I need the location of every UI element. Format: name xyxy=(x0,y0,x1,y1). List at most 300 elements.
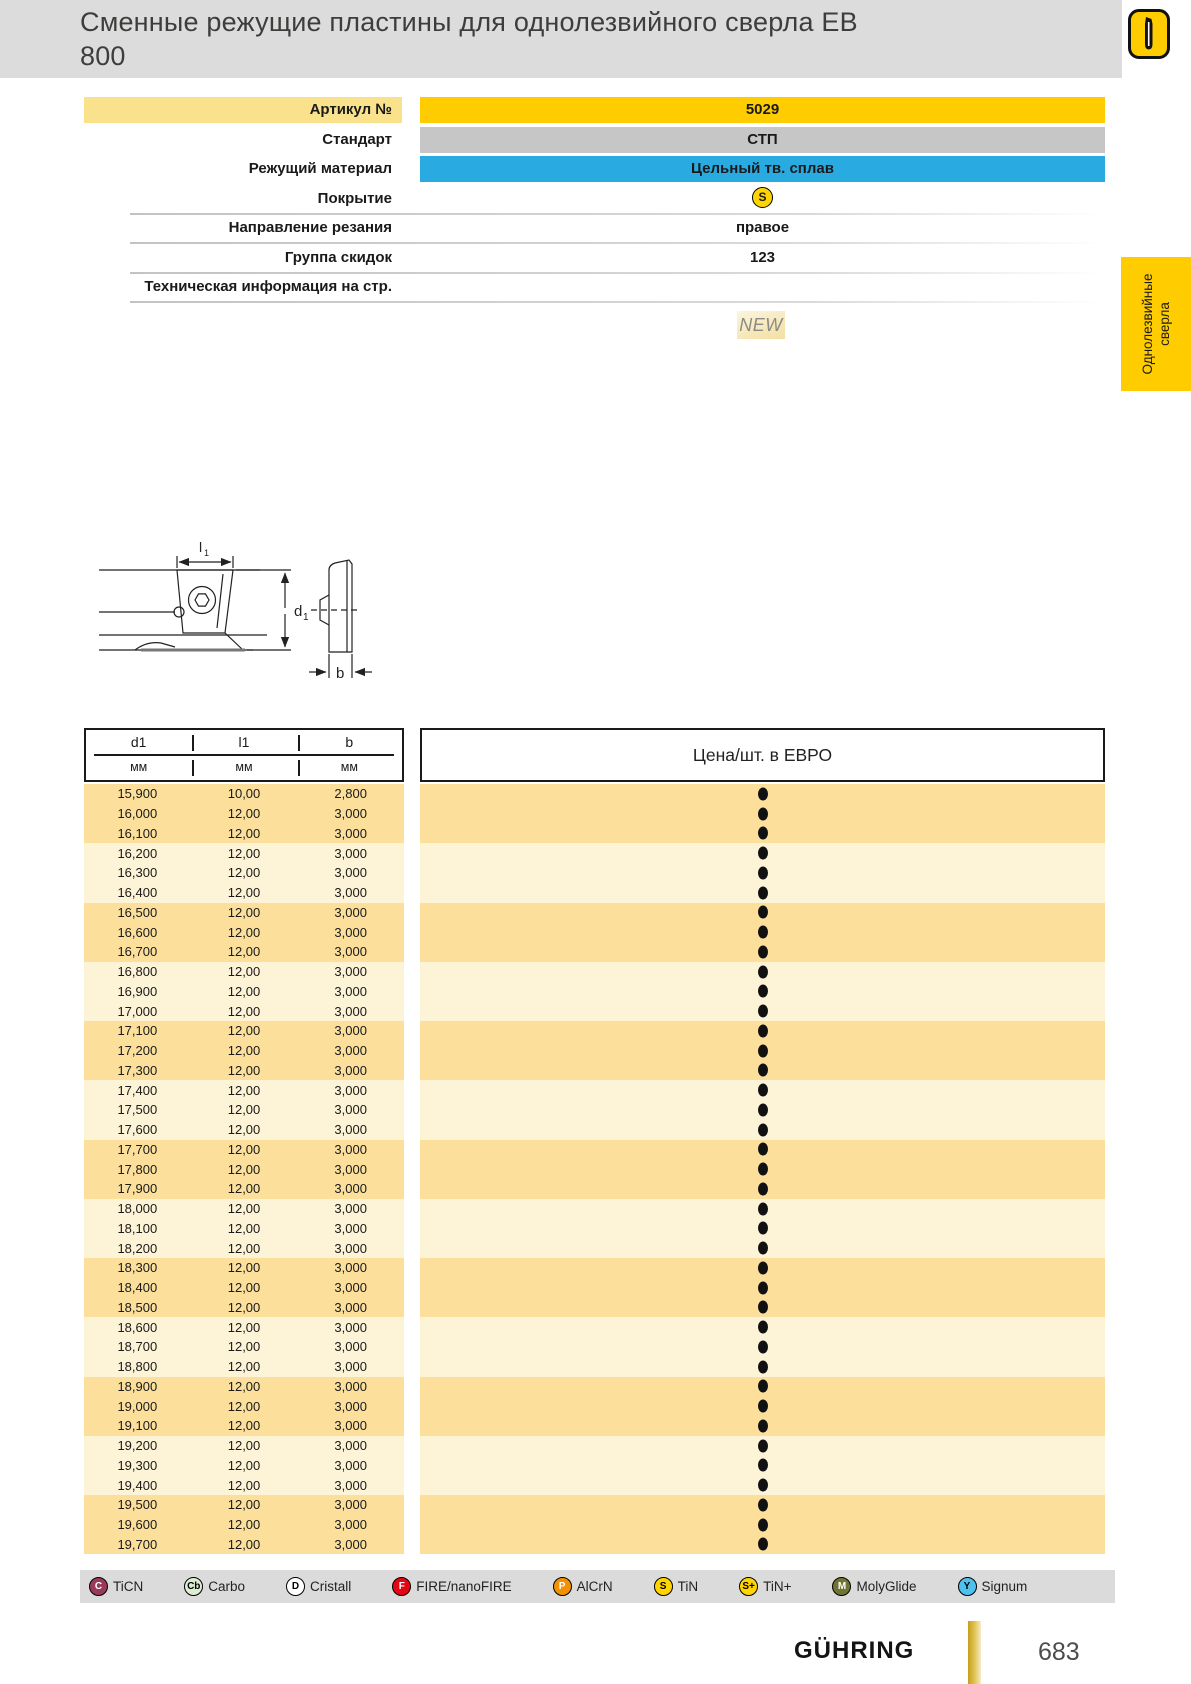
dimension-value: 16,400 xyxy=(117,885,158,901)
dimension-value: 3,000 xyxy=(334,1062,367,1078)
header-divider xyxy=(94,754,394,756)
dimension-value: 3,000 xyxy=(334,1477,367,1493)
table-row xyxy=(84,1061,1105,1081)
legend-label: FIRE/nanoFIRE xyxy=(416,1579,512,1594)
dimension-value: 3,000 xyxy=(334,1359,367,1375)
dimension-value: 3,000 xyxy=(334,1299,367,1315)
sidebar-tab-label: Однолезвийные сверла xyxy=(1140,273,1172,375)
info-value: 123 xyxy=(749,248,776,266)
table-row xyxy=(84,1535,1105,1555)
info-label: Техническая информация на стр. xyxy=(144,278,392,295)
dimension-value: 3,000 xyxy=(334,1438,367,1454)
table-row xyxy=(84,1475,1105,1495)
drill-category-icon xyxy=(1128,9,1170,59)
legend-item xyxy=(286,1577,351,1596)
table-row xyxy=(84,1021,1105,1041)
price-cell xyxy=(420,1021,1105,1041)
dimension-value: 18,900 xyxy=(117,1378,158,1394)
dimension-value: 3,000 xyxy=(334,845,367,861)
dimension-value: 12,00 xyxy=(227,1023,261,1039)
dimension-value: 12,00 xyxy=(227,1319,261,1335)
dimension-value: 12,00 xyxy=(227,1398,261,1414)
legend-item xyxy=(832,1577,916,1596)
dimension-value: 3,000 xyxy=(334,1398,367,1414)
dimension-value: 3,000 xyxy=(334,1457,367,1473)
price-dot xyxy=(758,1301,768,1314)
price-cell xyxy=(420,784,1105,804)
coating-s-icon: S xyxy=(752,187,773,208)
price-dot xyxy=(758,1044,768,1057)
price-dot xyxy=(758,1459,768,1472)
price-dot xyxy=(758,1103,768,1116)
dimension-value: 18,700 xyxy=(117,1339,158,1355)
dimension-value: 12,00 xyxy=(227,1062,261,1078)
price-dot xyxy=(758,1123,768,1136)
column-header-b: b xyxy=(345,734,354,750)
price-dot xyxy=(758,847,768,860)
price-dot xyxy=(758,1439,768,1452)
dimension-value: 12,00 xyxy=(227,1299,261,1315)
table-row xyxy=(84,1041,1105,1061)
price-cell xyxy=(420,1357,1105,1377)
technical-drawing xyxy=(95,540,385,697)
dimension-value: 12,00 xyxy=(227,1339,261,1355)
dimension-columns-header xyxy=(84,728,404,782)
table-row xyxy=(84,1258,1105,1278)
dimension-value: 15,900 xyxy=(117,786,158,802)
price-cell xyxy=(420,1475,1105,1495)
info-label: Режущий материал xyxy=(248,160,392,177)
dimension-value: 18,200 xyxy=(117,1240,158,1256)
dimension-value: 18,500 xyxy=(117,1299,158,1315)
price-cell xyxy=(420,922,1105,942)
dimension-value: 17,100 xyxy=(117,1023,158,1039)
price-cell xyxy=(420,1061,1105,1081)
info-row xyxy=(84,97,1105,123)
table-row xyxy=(84,1337,1105,1357)
info-row xyxy=(84,274,1105,300)
dimension-value: 16,600 xyxy=(117,924,158,940)
price-dot xyxy=(758,1380,768,1393)
dimension-value: 12,00 xyxy=(227,1141,261,1157)
price-cell xyxy=(420,883,1105,903)
dimension-value: 12,00 xyxy=(227,1359,261,1375)
price-cell xyxy=(420,962,1105,982)
legend-item xyxy=(553,1577,613,1596)
dimension-value: 12,00 xyxy=(227,1043,261,1059)
price-cell xyxy=(420,1120,1105,1140)
info-row xyxy=(84,156,1105,182)
price-cell xyxy=(420,1140,1105,1160)
price-dot xyxy=(758,1005,768,1018)
legend-label: Cristall xyxy=(310,1579,352,1594)
info-value xyxy=(420,186,1105,212)
new-badge: NEW xyxy=(737,311,785,339)
dimension-value: 16,200 xyxy=(117,845,158,861)
table-row xyxy=(84,1199,1105,1219)
table-row xyxy=(84,1159,1105,1179)
table-row xyxy=(84,1456,1105,1476)
price-dot xyxy=(758,1479,768,1492)
dimension-value: 3,000 xyxy=(334,904,367,920)
dimension-value: 19,000 xyxy=(117,1398,158,1414)
coating-s-icon: S xyxy=(654,1577,673,1596)
dimension-value: 12,00 xyxy=(227,1418,261,1434)
legend-label: Signum xyxy=(981,1579,1028,1594)
table-row xyxy=(84,1120,1105,1140)
coating-p-icon: P xyxy=(553,1577,572,1596)
table-row xyxy=(84,1298,1105,1318)
table-row xyxy=(84,784,1105,804)
table-row xyxy=(84,1179,1105,1199)
dimension-value: 3,000 xyxy=(334,1378,367,1394)
page-number: 683 xyxy=(1038,1638,1080,1666)
dimension-value: 3,000 xyxy=(334,1161,367,1177)
info-row xyxy=(84,245,1105,271)
dimension-value: 18,800 xyxy=(117,1359,158,1375)
table-row xyxy=(84,1495,1105,1515)
dimension-value: 12,00 xyxy=(227,944,261,960)
table-row xyxy=(84,1357,1105,1377)
table-row xyxy=(84,1515,1105,1535)
price-dot xyxy=(758,1518,768,1531)
dimension-value: 3,000 xyxy=(334,1497,367,1513)
table-row xyxy=(84,1100,1105,1120)
dimension-value: 12,00 xyxy=(227,1536,261,1552)
price-cell xyxy=(420,1456,1105,1476)
price-column-header: Цена/шт. в ЕВРО xyxy=(420,728,1105,782)
dimension-value: 12,00 xyxy=(227,1517,261,1533)
column-header-d1: d1 xyxy=(130,734,147,750)
price-dot xyxy=(758,827,768,840)
price-dot xyxy=(758,1182,768,1195)
legend-label: Carbo xyxy=(208,1579,246,1594)
legend-label: MolyGlide xyxy=(856,1579,917,1594)
price-cell xyxy=(420,1159,1105,1179)
price-dot xyxy=(758,1222,768,1235)
dimension-value: 16,100 xyxy=(117,825,158,841)
product-info-table xyxy=(84,97,1105,304)
price-dot xyxy=(758,945,768,958)
dimension-value: 16,900 xyxy=(117,983,158,999)
price-dot xyxy=(758,965,768,978)
price-cell xyxy=(420,1396,1105,1416)
spec-table-body xyxy=(84,784,1105,1554)
price-cell xyxy=(420,982,1105,1002)
info-row xyxy=(84,186,1105,212)
dimension-value: 12,00 xyxy=(227,1260,261,1276)
dimension-value: 3,000 xyxy=(334,1082,367,1098)
dimension-value: 12,00 xyxy=(227,964,261,980)
price-cell xyxy=(420,1337,1105,1357)
table-row xyxy=(84,1317,1105,1337)
dimension-value: 16,300 xyxy=(117,865,158,881)
price-cell xyxy=(420,1377,1105,1397)
coating-f-icon: F xyxy=(392,1577,411,1596)
svg-text:1: 1 xyxy=(303,612,309,623)
dim-label-d1: d xyxy=(294,603,303,620)
page-title-line2: 800 xyxy=(80,41,126,71)
dimension-value: 12,00 xyxy=(227,1161,261,1177)
dimension-value: 3,000 xyxy=(334,1220,367,1236)
info-label: Стандарт xyxy=(322,130,392,148)
dimension-value: 3,000 xyxy=(334,1339,367,1355)
dimension-value: 17,300 xyxy=(117,1062,158,1078)
dimension-value: 12,00 xyxy=(227,983,261,999)
dimension-value: 12,00 xyxy=(227,865,261,881)
dimension-value: 17,700 xyxy=(117,1141,158,1157)
price-dot xyxy=(758,807,768,820)
info-row xyxy=(84,127,1105,153)
dimension-value: 17,200 xyxy=(117,1043,158,1059)
price-dot xyxy=(758,1163,768,1176)
price-cell xyxy=(420,1515,1105,1535)
price-dot xyxy=(758,787,768,800)
dimension-value: 19,700 xyxy=(117,1536,158,1552)
svg-text:1: 1 xyxy=(204,548,210,558)
dimension-value: 18,400 xyxy=(117,1280,158,1296)
dimension-value: 3,000 xyxy=(334,1319,367,1335)
table-row xyxy=(84,1001,1105,1021)
dimension-value: 18,300 xyxy=(117,1260,158,1276)
price-cell xyxy=(420,1100,1105,1120)
coating-cb-icon: Cb xyxy=(184,1577,203,1596)
price-cell xyxy=(420,1317,1105,1337)
dimension-value: 3,000 xyxy=(334,885,367,901)
price-dot xyxy=(758,1360,768,1373)
dimension-value: 3,000 xyxy=(334,944,367,960)
dimension-value: 17,900 xyxy=(117,1181,158,1197)
dimension-value: 12,00 xyxy=(227,1477,261,1493)
price-dot xyxy=(758,1261,768,1274)
dimension-value: 16,500 xyxy=(117,904,158,920)
dimension-value: 12,00 xyxy=(227,825,261,841)
coating-legend xyxy=(80,1570,1115,1603)
dimension-value: 3,000 xyxy=(334,865,367,881)
dimension-value: 3,000 xyxy=(334,1003,367,1019)
dimension-value: 12,00 xyxy=(227,1082,261,1098)
price-cell xyxy=(420,1001,1105,1021)
price-cell xyxy=(420,824,1105,844)
price-dot xyxy=(758,1538,768,1551)
dimension-value: 2,800 xyxy=(334,786,367,802)
dimension-value: 3,000 xyxy=(334,1122,367,1138)
price-dot xyxy=(758,1242,768,1255)
dimension-value: 12,00 xyxy=(227,885,261,901)
coating-m-icon: M xyxy=(832,1577,851,1596)
price-dot xyxy=(758,1340,768,1353)
table-row xyxy=(84,1238,1105,1258)
price-cell xyxy=(420,1495,1105,1515)
dimension-value: 12,00 xyxy=(227,1201,261,1217)
dimension-value: 3,000 xyxy=(334,1023,367,1039)
price-dot xyxy=(758,1024,768,1037)
dimension-value: 3,000 xyxy=(334,964,367,980)
dimension-value: 17,400 xyxy=(117,1082,158,1098)
price-cell xyxy=(420,903,1105,923)
dimension-value: 3,000 xyxy=(334,1043,367,1059)
price-cell xyxy=(420,1199,1105,1219)
column-unit-b: мм xyxy=(340,760,358,774)
legend-label: AlCrN xyxy=(576,1579,613,1594)
dimension-value: 19,300 xyxy=(117,1457,158,1473)
dim-label-l1: l xyxy=(199,540,203,555)
dimension-value: 12,00 xyxy=(227,1378,261,1394)
table-row xyxy=(84,863,1105,883)
dimension-value: 3,000 xyxy=(334,1517,367,1533)
price-cell xyxy=(420,863,1105,883)
table-row xyxy=(84,1377,1105,1397)
price-cell xyxy=(420,1298,1105,1318)
dimension-value: 19,600 xyxy=(117,1517,158,1533)
price-dot xyxy=(758,1498,768,1511)
dimension-value: 12,00 xyxy=(227,1003,261,1019)
legend-item xyxy=(184,1577,245,1596)
table-row xyxy=(84,962,1105,982)
table-row xyxy=(84,843,1105,863)
price-dot xyxy=(758,1281,768,1294)
price-cell xyxy=(420,1436,1105,1456)
price-dot xyxy=(758,1321,768,1334)
dimension-value: 12,00 xyxy=(227,1220,261,1236)
legend-item xyxy=(654,1577,699,1596)
legend-item xyxy=(739,1577,791,1596)
info-value: СТП xyxy=(420,127,1105,153)
dimension-value: 3,000 xyxy=(334,1181,367,1197)
price-dot xyxy=(758,1419,768,1432)
coating-y-icon: Y xyxy=(958,1577,977,1596)
dimension-value: 16,800 xyxy=(117,964,158,980)
dimension-value: 17,600 xyxy=(117,1122,158,1138)
table-row xyxy=(84,804,1105,824)
single-flute-drill-icon xyxy=(1138,15,1160,53)
table-row xyxy=(84,982,1105,1002)
table-row xyxy=(84,1416,1105,1436)
table-row xyxy=(84,1436,1105,1456)
dimension-value: 12,00 xyxy=(227,1102,261,1118)
price-dot xyxy=(758,926,768,939)
dimension-value: 18,600 xyxy=(117,1319,158,1335)
column-unit-d1: мм xyxy=(130,760,148,774)
price-dot xyxy=(758,1400,768,1413)
legend-label: TiN+ xyxy=(763,1579,792,1594)
dimension-value: 12,00 xyxy=(227,845,261,861)
price-cell xyxy=(420,1238,1105,1258)
dimension-value: 12,00 xyxy=(227,1122,261,1138)
price-cell xyxy=(420,1258,1105,1278)
dimension-value: 17,000 xyxy=(117,1003,158,1019)
coating-splus-icon: S+ xyxy=(739,1577,758,1596)
table-row xyxy=(84,1140,1105,1160)
dimension-value: 12,00 xyxy=(227,1240,261,1256)
sidebar-tab-single-flute-drills xyxy=(1121,257,1191,391)
dimension-value: 12,00 xyxy=(227,1181,261,1197)
spec-table xyxy=(84,728,1105,1554)
dimension-value: 18,100 xyxy=(117,1220,158,1236)
dimension-value: 12,00 xyxy=(227,1438,261,1454)
price-dot xyxy=(758,1143,768,1156)
dimension-value: 3,000 xyxy=(334,1201,367,1217)
table-row xyxy=(84,1219,1105,1239)
table-row xyxy=(84,824,1105,844)
dimension-value: 10,00 xyxy=(227,786,261,802)
price-cell xyxy=(420,1535,1105,1555)
table-row xyxy=(84,942,1105,962)
info-value: правое xyxy=(735,219,790,236)
price-cell xyxy=(420,1219,1105,1239)
price-cell xyxy=(420,1041,1105,1061)
price-cell xyxy=(420,942,1105,962)
price-dot xyxy=(758,906,768,919)
coating-c-icon: C xyxy=(89,1577,108,1596)
dimension-value: 12,00 xyxy=(227,806,261,822)
dimension-value: 3,000 xyxy=(334,924,367,940)
legend-item xyxy=(392,1577,511,1596)
table-row xyxy=(84,903,1105,923)
dimension-value: 16,000 xyxy=(117,806,158,822)
price-cell xyxy=(420,804,1105,824)
dimension-value: 3,000 xyxy=(334,1102,367,1118)
dimension-value: 12,00 xyxy=(227,1497,261,1513)
table-row xyxy=(84,1080,1105,1100)
dimension-value: 3,000 xyxy=(334,1240,367,1256)
info-label: Покрытие xyxy=(317,189,392,207)
dimension-value: 17,800 xyxy=(117,1161,158,1177)
price-dot xyxy=(758,886,768,899)
table-row xyxy=(84,1278,1105,1298)
column-header-l1: l1 xyxy=(238,734,250,750)
dimension-value: 3,000 xyxy=(334,1536,367,1552)
dimension-value: 3,000 xyxy=(334,1280,367,1296)
dimension-value: 3,000 xyxy=(334,1418,367,1434)
info-row xyxy=(84,215,1105,241)
price-dot xyxy=(758,1084,768,1097)
brand-logo: GÜHRING xyxy=(794,1637,915,1664)
price-cell xyxy=(420,1179,1105,1199)
dimension-value: 19,200 xyxy=(117,1438,158,1454)
price-dot xyxy=(758,866,768,879)
info-label: Артикул № xyxy=(84,97,402,123)
price-dot xyxy=(758,1064,768,1077)
price-dot xyxy=(758,1202,768,1215)
dimension-value: 19,100 xyxy=(117,1418,158,1434)
legend-item xyxy=(89,1577,143,1596)
dim-label-b: b xyxy=(336,665,345,682)
dimension-value: 3,000 xyxy=(334,983,367,999)
dimension-value: 12,00 xyxy=(227,924,261,940)
dimension-value: 12,00 xyxy=(227,904,261,920)
price-dot xyxy=(758,985,768,998)
info-label: Направление резания xyxy=(228,219,392,236)
info-value: Цельный тв. сплав xyxy=(420,156,1105,182)
legend-label: TiCN xyxy=(113,1579,144,1594)
legend-item xyxy=(958,1577,1028,1596)
page-title-line1: Сменные режущие пластины для однолезвийного сверла EB xyxy=(80,7,858,37)
coating-d-icon: D xyxy=(286,1577,305,1596)
info-label: Группа скидок xyxy=(284,248,392,266)
footer-gold-bar xyxy=(968,1621,981,1684)
dimension-value: 19,500 xyxy=(117,1497,158,1513)
dimension-value: 18,000 xyxy=(117,1201,158,1217)
page-title xyxy=(80,5,1080,73)
price-cell xyxy=(420,1416,1105,1436)
price-cell xyxy=(420,1080,1105,1100)
column-unit-l1: мм xyxy=(235,760,253,774)
dimension-value: 17,500 xyxy=(117,1102,158,1118)
dimension-value: 3,000 xyxy=(334,825,367,841)
table-row xyxy=(84,883,1105,903)
price-cell xyxy=(420,843,1105,863)
